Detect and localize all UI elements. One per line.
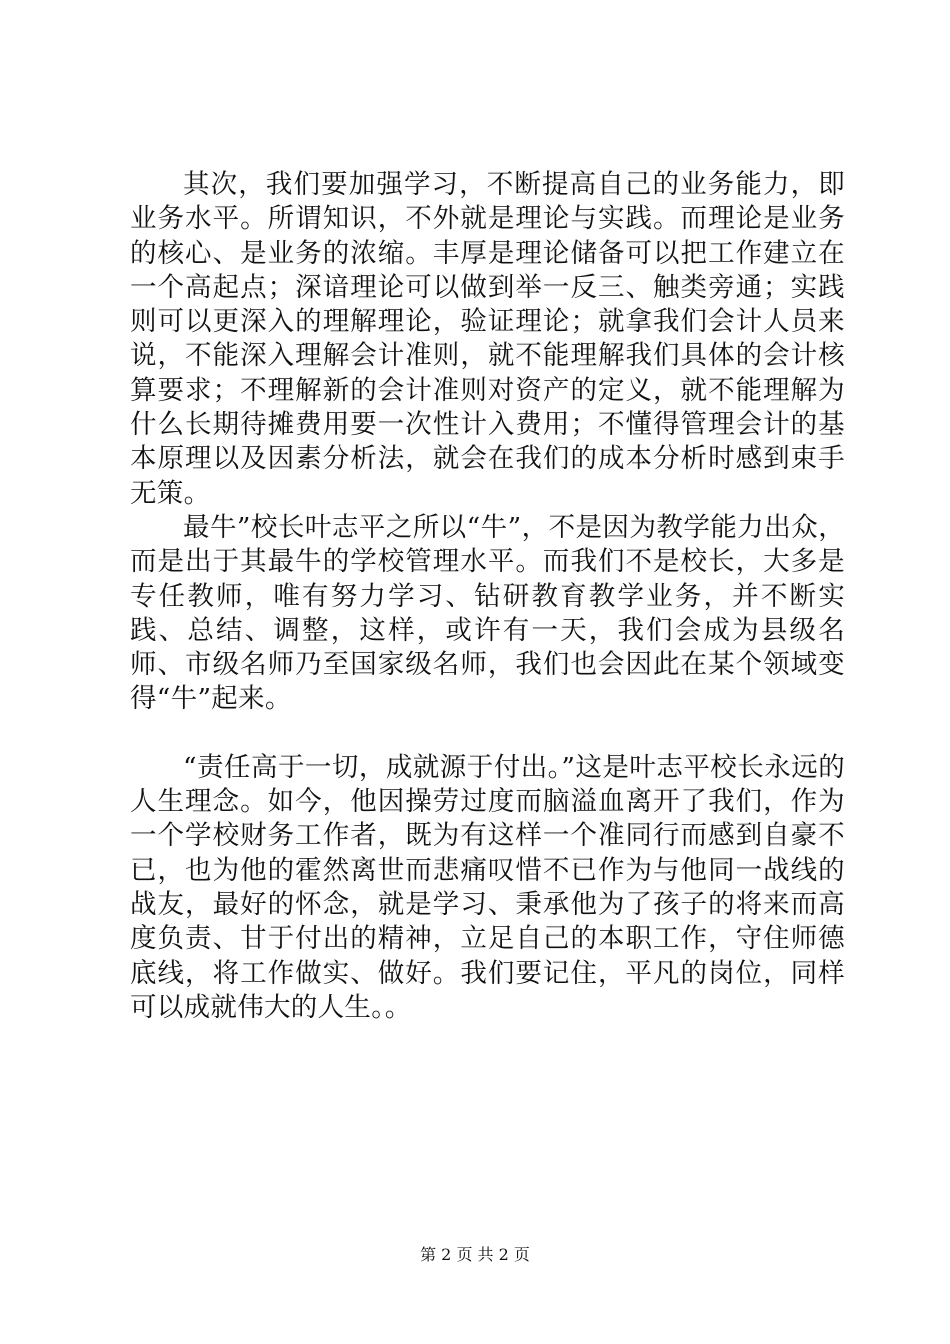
document-body: [130, 168, 845, 1025]
page-footer: 第 2 页 共 2 页: [420, 1245, 530, 1264]
paragraph-spacer: [130, 717, 845, 751]
paragraph-study: 其次，我们要加强学习，不断提高自己的业务能力，即业务水平。所谓知识，不外就是理论与实践。而理论是业务的核心、是业务的浓缩。丰厚是理论储备可以把工作建立在一个高起点；深谙理论可以做到举一反三、触类旁通；实践则可以更深入的理解理论，验证理论；就拿我们会计人员来说，不能深入理解会计准则，就不能理解我们具体的会计核算要求；不理解新的会计准则对资产的定义，就不能理解为什么长期待摊费用要一次性计入费用；不懂得管理会计的基本原理以及因素分析法，就会在我们的成本分析时感到束手无策。: [130, 169, 845, 509]
paragraph-responsibility: “责任高于一切，成就源于付出。”这是叶志平校长永远的人生理念。如今，他因操劳过度而脑溢血离开了我们，作为一个学校财务工作者，既为有这样一个准同行而感到自豪不已，也为他的霍然离世而悲痛叹惜不已作为与他同一战线的战友，最好的怀念，就是学习、秉承他为了孩子的将来而高度负责、甘于付出的精神，立足自己的本职工作，守住师德底线，将工作做实、做好。我们要记住，平凡的岗位，同样可以成就伟大的人生。。: [130, 751, 845, 1023]
paragraph-principal: 最牛”校长叶志平之所以“牛”，不是因为教学能力出众，而是出于其最牛的学校管理水平。而我们不是校长，大多是专任教师，唯有努力学习、钻研教育教学业务，并不断实践、总结、调整，这样，或许有一天，我们会成为县级名师、市级名师乃至国家级名师，我们也会因此在某个领域变得“牛”起来。: [130, 511, 845, 715]
